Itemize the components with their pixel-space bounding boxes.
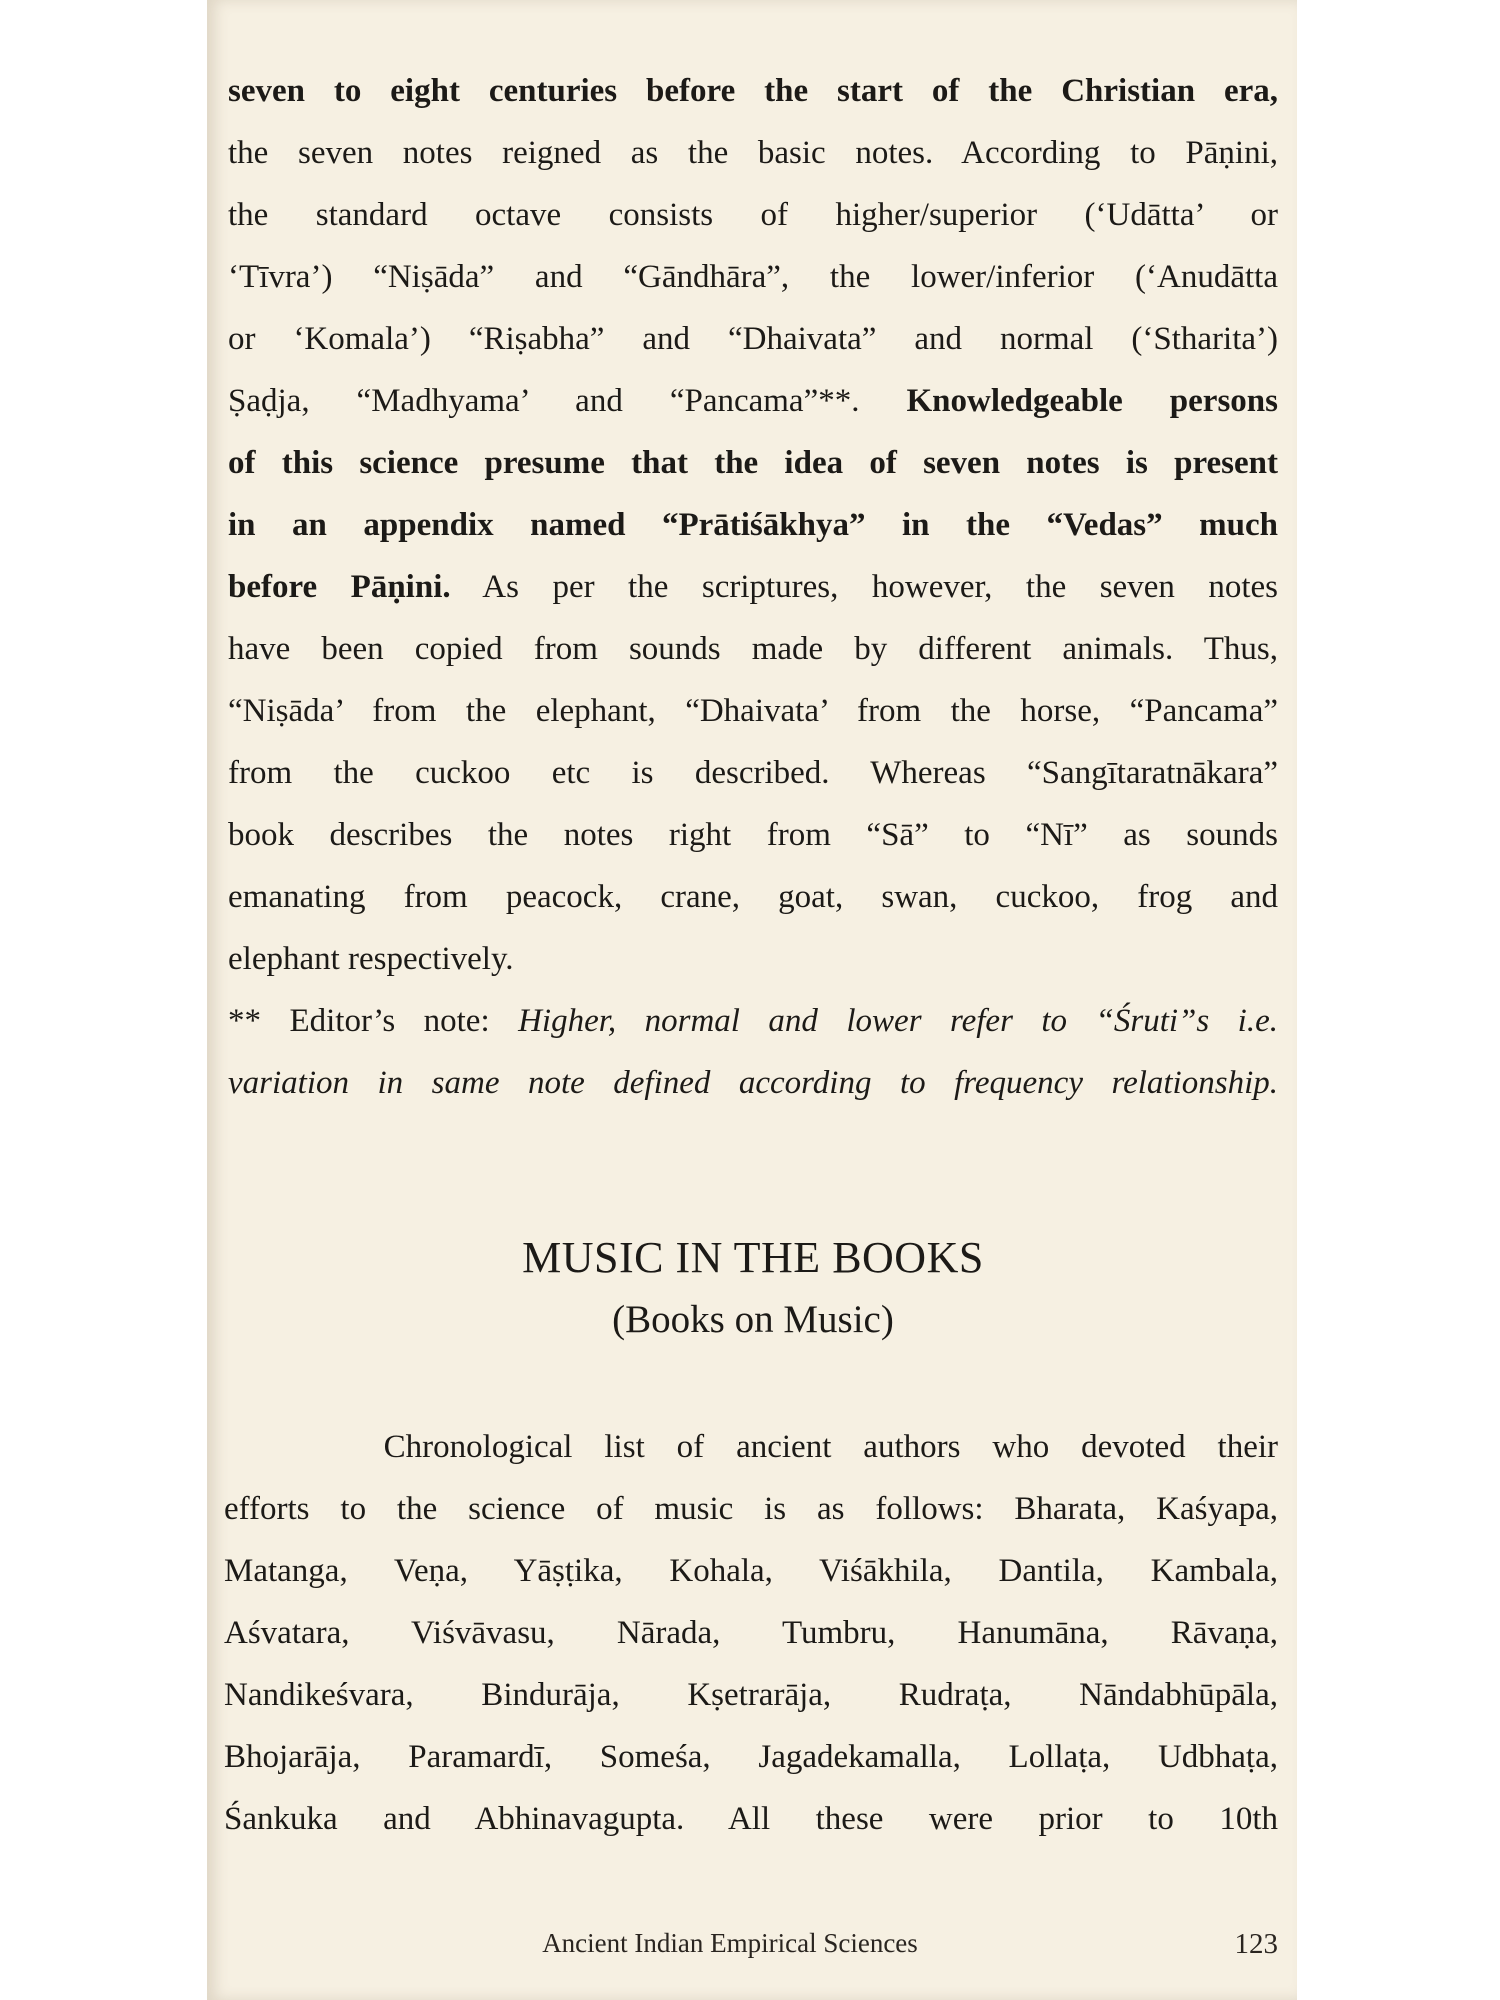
text-line xyxy=(228,556,1278,618)
text-line: Nandikeśvara, Bindurāja, Kṣetrarāja, Rudraṭa, Nāndabhūpāla, xyxy=(224,1677,1278,1713)
text-line: Matanga, Veṇa, Yāṣṭika, Kohala, Viśākhila, Dantila, Kambala, xyxy=(224,1553,1278,1589)
text-line xyxy=(228,1052,1278,1114)
text-line xyxy=(228,60,1278,122)
text-segment: from the cuckoo etc is described. Whereas “Sangītaratnākara” xyxy=(228,755,1278,791)
text-line xyxy=(228,742,1278,804)
running-footer-title: Ancient Indian Empirical Sciences xyxy=(542,1928,918,1958)
text-line: Bhojarāja, Paramardī, Someśa, Jagadekamalla, Lollaṭa, Udbhaṭa, xyxy=(224,1739,1278,1775)
authors-paragraph xyxy=(224,1416,1278,1850)
text-segment: of this science presume that the idea of seven notes is present xyxy=(228,445,1278,481)
text-line xyxy=(228,990,1278,1052)
text-line xyxy=(228,680,1278,742)
text-segment: Higher, normal and lower refer to “Śruti”s i.e. xyxy=(518,1003,1278,1039)
text-line xyxy=(228,370,1278,432)
text-segment: the standard octave consists of higher/superior (‘Udātta’ or xyxy=(228,197,1278,233)
text-segment: have been copied from sounds made by different animals. Thus, xyxy=(228,631,1278,667)
text-segment: Knowledgeable persons xyxy=(906,383,1278,419)
text-line xyxy=(228,618,1278,680)
text-segment: “Niṣāda’ from the elephant, “Dhaivata’ from the horse, “Pancama” xyxy=(228,693,1278,729)
page-number: 123 xyxy=(1234,1928,1278,1960)
text-line xyxy=(228,246,1278,308)
section-subheading: (Books on Music) xyxy=(612,1298,894,1341)
text-line: Chronological list of ancient authors who devoted their xyxy=(224,1429,1278,1465)
body-text xyxy=(228,60,1278,1114)
text-line xyxy=(228,184,1278,246)
text-line: Aśvatara, Viśvāvasu, Nārada, Tumbru, Hanumāna, Rāvaṇa, xyxy=(224,1615,1278,1651)
text-line xyxy=(228,804,1278,866)
text-line xyxy=(228,928,1278,990)
text-line xyxy=(228,866,1278,928)
text-segment: As per the scriptures, however, the seven notes xyxy=(450,569,1278,605)
text-line xyxy=(228,122,1278,184)
text-segment: variation in same note defined according to frequency relationship. xyxy=(228,1065,1278,1101)
text-line xyxy=(228,308,1278,370)
text-segment: Ṣaḍja, “Madhyama’ and “Pancama”**. xyxy=(228,383,907,419)
text-segment: in an appendix named “Prātiśākhya” in the “Vedas” much xyxy=(228,507,1278,543)
text-segment: the seven notes reigned as the basic notes. According to Pāṇini, xyxy=(228,135,1278,171)
text-line: efforts to the science of music is as follows: Bharata, Kaśyapa, xyxy=(224,1491,1278,1527)
text-segment: elephant respectively. xyxy=(228,941,514,977)
text-segment: before Pāṇini. xyxy=(228,569,451,605)
page-footer xyxy=(228,1928,1278,1968)
section-heading: MUSIC IN THE BOOKS xyxy=(522,1233,984,1282)
text-line xyxy=(228,432,1278,494)
text-segment: book describes the notes right from “Sā” to “Nī” as sounds xyxy=(228,817,1278,853)
text-segment: or ‘Komala’) “Riṣabha” and “Dhaivata” and normal (‘Stharita’) xyxy=(228,321,1278,357)
text-line xyxy=(228,494,1278,556)
text-line: Śankuka and Abhinavagupta. All these were prior to 10th xyxy=(224,1801,1278,1837)
text-segment: seven to eight centuries before the start of the Christian era, xyxy=(228,73,1278,109)
text-segment: ** Editor’s note: xyxy=(228,1003,519,1039)
text-segment: ‘Tīvra’) “Niṣāda” and “Gāndhāra”, the lower/inferior (‘Anudātta xyxy=(228,259,1278,295)
text-segment: emanating from peacock, crane, goat, swan, cuckoo, frog and xyxy=(228,879,1278,915)
